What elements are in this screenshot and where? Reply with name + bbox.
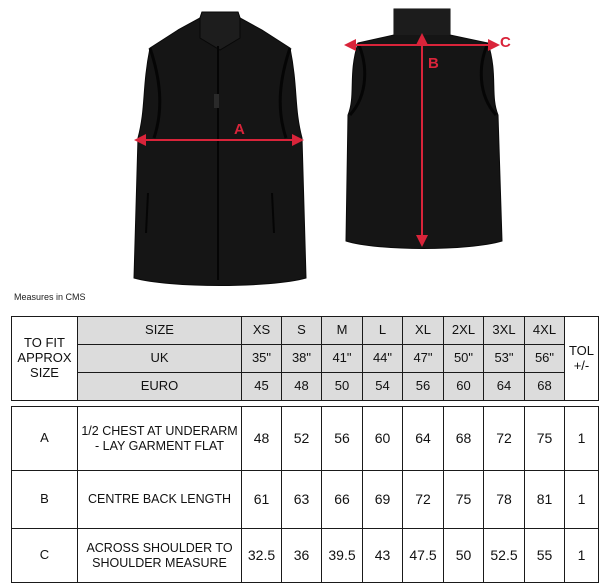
size-row-label: SIZE <box>78 317 242 345</box>
measure-value: 69 <box>363 471 403 529</box>
measure-value: 52 <box>282 407 322 471</box>
uk-size-cell: 38" <box>282 345 322 373</box>
size-header-cell: M <box>322 317 363 345</box>
measure-value: 64 <box>403 407 444 471</box>
vest-front-image <box>130 8 310 290</box>
measure-value: 61 <box>242 471 282 529</box>
measure-description: 1/2 CHEST AT UNDERARM - LAY GARMENT FLAT <box>78 407 242 471</box>
uk-size-cell: 35" <box>242 345 282 373</box>
measure-label-b: B <box>428 55 439 72</box>
uk-size-cell: 47" <box>403 345 444 373</box>
euro-size-cell: 56 <box>403 373 444 401</box>
table-row <box>12 407 599 471</box>
measure-value: 66 <box>322 471 363 529</box>
uk-size-cell: 44" <box>363 345 403 373</box>
measure-value: 81 <box>525 471 565 529</box>
fit-approx-size-header: TO FIT APPROX SIZE <box>12 317 78 401</box>
measure-code: C <box>12 529 78 583</box>
size-header-cell: 2XL <box>444 317 484 345</box>
euro-size-cell: 48 <box>282 373 322 401</box>
measure-value: 52.5 <box>484 529 525 583</box>
measure-value: 48 <box>242 407 282 471</box>
uk-size-cell: 56" <box>525 345 565 373</box>
euro-size-cell: 54 <box>363 373 403 401</box>
table-row <box>12 471 599 529</box>
size-header-cell: 3XL <box>484 317 525 345</box>
measure-value: 75 <box>525 407 565 471</box>
measure-value: 47.5 <box>403 529 444 583</box>
measure-label-a: A <box>234 121 245 138</box>
measure-value: 50 <box>444 529 484 583</box>
measure-description: ACROSS SHOULDER TO SHOULDER MEASURE <box>78 529 242 583</box>
size-header-cell: 4XL <box>525 317 565 345</box>
euro-row-label: EURO <box>78 373 242 401</box>
vest-back-image <box>338 5 508 255</box>
measure-value: 75 <box>444 471 484 529</box>
measure-value: 78 <box>484 471 525 529</box>
measure-value: 63 <box>282 471 322 529</box>
size-header-cell: L <box>363 317 403 345</box>
measure-value: 68 <box>444 407 484 471</box>
uk-row-label: UK <box>78 345 242 373</box>
size-header-cell: XS <box>242 317 282 345</box>
measure-description: CENTRE BACK LENGTH <box>78 471 242 529</box>
tolerance-header: TOL +/- <box>565 317 599 401</box>
uk-size-cell: 50" <box>444 345 484 373</box>
measure-value: 56 <box>322 407 363 471</box>
measure-value: 55 <box>525 529 565 583</box>
measure-label-c: C <box>500 34 511 51</box>
euro-size-cell: 50 <box>322 373 363 401</box>
measure-value: 36 <box>282 529 322 583</box>
measure-value: 32.5 <box>242 529 282 583</box>
size-header-cell: XL <box>403 317 444 345</box>
measure-code: A <box>12 407 78 471</box>
size-header-cell: S <box>282 317 322 345</box>
tolerance-value: 1 <box>565 529 599 583</box>
euro-size-cell: 64 <box>484 373 525 401</box>
euro-size-cell: 60 <box>444 373 484 401</box>
measure-value: 39.5 <box>322 529 363 583</box>
tolerance-value: 1 <box>565 407 599 471</box>
measure-value: 72 <box>403 471 444 529</box>
measure-value: 43 <box>363 529 403 583</box>
measure-code: B <box>12 471 78 529</box>
table-row <box>12 529 599 583</box>
measure-value: 72 <box>484 407 525 471</box>
uk-size-cell: 53" <box>484 345 525 373</box>
size-chart-table <box>11 316 599 583</box>
tolerance-value: 1 <box>565 471 599 529</box>
uk-size-cell: 41" <box>322 345 363 373</box>
measure-value: 60 <box>363 407 403 471</box>
euro-size-cell: 45 <box>242 373 282 401</box>
measures-caption: Measures in CMS <box>14 292 86 302</box>
euro-size-cell: 68 <box>525 373 565 401</box>
